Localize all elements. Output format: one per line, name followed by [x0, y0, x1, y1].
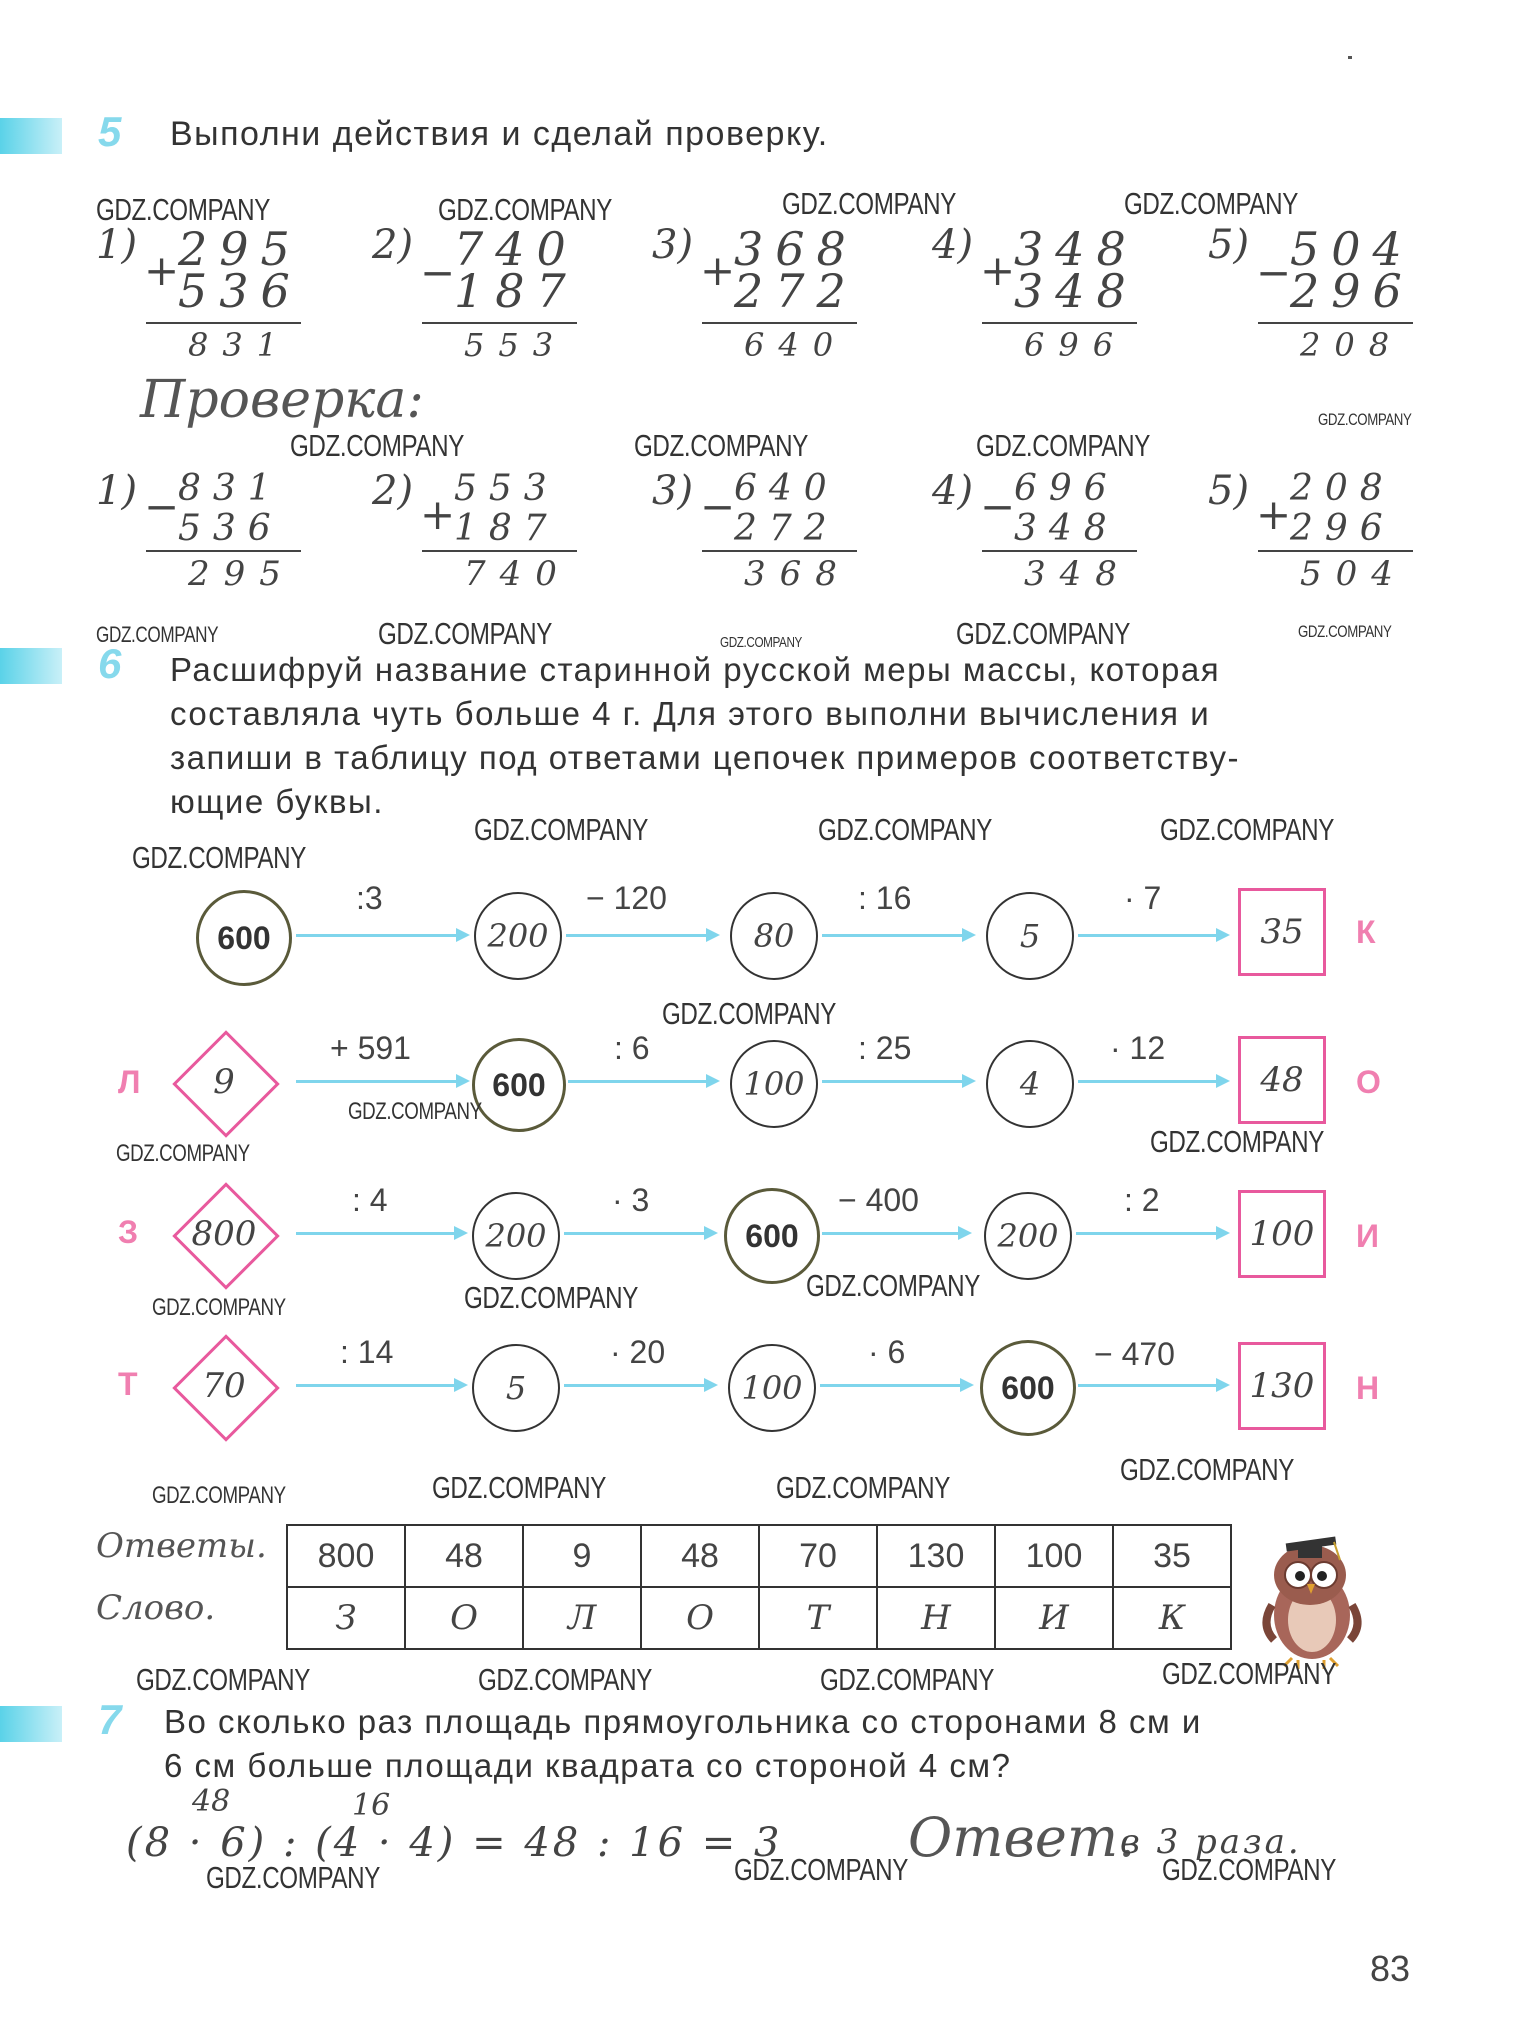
- word-cell: К: [1113, 1587, 1231, 1649]
- chain-circle: [728, 1344, 816, 1432]
- watermark: GDZ.COMPANY: [116, 1140, 250, 1167]
- chain-value: 200: [487, 917, 549, 955]
- word-cell: О: [641, 1587, 759, 1649]
- chain-letter: Т: [118, 1366, 138, 1402]
- watermark: GDZ.COMPANY: [956, 616, 1130, 651]
- word-cell: Т: [759, 1587, 877, 1649]
- chain-operation: · 12: [1110, 1030, 1166, 1066]
- chain-value: 100: [743, 1065, 805, 1103]
- chain-result-box: [1238, 888, 1326, 976]
- word-cell: О: [405, 1587, 523, 1649]
- calc-sign: −: [1256, 248, 1292, 297]
- check-operand-2: 187: [454, 508, 559, 549]
- chain-result-box: [1238, 1190, 1326, 1278]
- watermark: GDZ.COMPANY: [776, 1470, 950, 1505]
- chain-circle: [472, 1344, 560, 1432]
- chain-value: 9: [213, 1062, 235, 1102]
- chain-letter: З: [118, 1214, 139, 1250]
- chain-letter: Н: [1356, 1370, 1380, 1406]
- speck: [1348, 56, 1352, 59]
- chain-arrow: [822, 1080, 972, 1083]
- word-cell: З: [287, 1587, 405, 1649]
- chain-operation: · 6: [868, 1334, 906, 1370]
- check-result: 740: [464, 554, 571, 594]
- calc-label: 5): [1208, 222, 1250, 268]
- chain-start-diamond: [176, 1034, 272, 1130]
- owl-illustration: [1252, 1520, 1370, 1670]
- check-line: [1258, 550, 1413, 552]
- calc-line: [982, 322, 1137, 324]
- watermark: GDZ.COMPANY: [438, 192, 612, 227]
- watermark: GDZ.COMPANY: [96, 622, 219, 647]
- chain-value: 200: [997, 1217, 1059, 1255]
- chain-operation: − 400: [838, 1182, 919, 1218]
- word-cell: Н: [877, 1587, 995, 1649]
- chain-operation: : 14: [340, 1334, 394, 1370]
- chain-value: 800: [191, 1214, 257, 1254]
- solution-superscript: 48: [192, 1784, 231, 1819]
- chain-letter: К: [1356, 914, 1376, 950]
- chain-start-diamond: [176, 1186, 272, 1282]
- calc-line: [1258, 322, 1413, 324]
- check-operand-1: 696: [1014, 468, 1119, 509]
- chain-start-diamond: [176, 1338, 272, 1434]
- chain-operation: · 20: [610, 1334, 666, 1370]
- calc-operand-1: 295: [178, 222, 302, 276]
- word-cell: Л: [523, 1587, 641, 1649]
- task-text: ющие буквы.: [170, 783, 384, 820]
- check-title: Проверка:: [140, 370, 424, 430]
- chain-result: 48: [1260, 1060, 1304, 1100]
- chain-value: 5: [505, 1369, 527, 1407]
- calc-label: 1): [96, 222, 138, 268]
- chain-arrow: [822, 1232, 968, 1235]
- chain-circle: [986, 892, 1074, 980]
- watermark: GDZ.COMPANY: [720, 634, 802, 651]
- chain-operation: :3: [356, 880, 383, 916]
- calc-result: 640: [744, 326, 848, 364]
- chain-arrow: [296, 1232, 464, 1235]
- watermark: GDZ.COMPANY: [1160, 812, 1334, 847]
- chain-arrow: [568, 1080, 716, 1083]
- check-operand-2: 348: [1014, 508, 1119, 549]
- task-text: Во сколько раз площадь прямоугольника со сторонами 8 см и: [164, 1703, 1202, 1740]
- chain-arrow: [1078, 934, 1226, 937]
- chain-operation: : 4: [352, 1182, 388, 1218]
- chain-operation: : 6: [614, 1030, 650, 1066]
- calc-line: [422, 322, 577, 324]
- watermark: GDZ.COMPANY: [1162, 1852, 1336, 1887]
- chain-letter: О: [1356, 1064, 1381, 1100]
- check-operand-1: 553: [454, 468, 559, 509]
- calc-result: 696: [1024, 326, 1128, 364]
- calc-operand-1: 740: [454, 222, 578, 276]
- watermark: GDZ.COMPANY: [1124, 186, 1298, 221]
- answer-word: Ответ.: [908, 1806, 1136, 1869]
- check-operand-2: 536: [178, 508, 283, 549]
- task-text: Расшифруй название старинной русской меры массы, которая: [170, 651, 1221, 688]
- answers-row: [287, 1525, 1231, 1587]
- chain-value: 4: [1019, 1065, 1041, 1103]
- chain-result: 35: [1260, 912, 1304, 952]
- chain-operation: − 470: [1094, 1336, 1175, 1372]
- chain-circle: [986, 1040, 1074, 1128]
- chain-circle: [472, 1192, 560, 1280]
- watermark: GDZ.COMPANY: [136, 1662, 310, 1697]
- check-label: 3): [652, 468, 694, 514]
- watermark: GDZ.COMPANY: [290, 428, 464, 463]
- chain-result-box: [1238, 1342, 1326, 1430]
- chain-value: 100: [741, 1369, 803, 1407]
- chain-arrow: [296, 1080, 466, 1083]
- check-result: 295: [188, 554, 295, 594]
- watermark: GDZ.COMPANY: [132, 840, 306, 875]
- chain-arrow: [566, 934, 716, 937]
- calc-result: 831: [188, 326, 292, 364]
- chain-arrow: [296, 934, 466, 937]
- check-result: 504: [1300, 554, 1407, 594]
- check-line: [702, 550, 857, 552]
- watermark: GDZ.COMPANY: [806, 1268, 980, 1303]
- watermark: GDZ.COMPANY: [1120, 1452, 1294, 1487]
- chain-value: 70: [202, 1366, 246, 1406]
- check-label: 1): [96, 468, 138, 514]
- check-label: 5): [1208, 468, 1250, 514]
- watermark: GDZ.COMPANY: [782, 186, 956, 221]
- watermark: GDZ.COMPANY: [152, 1482, 286, 1509]
- watermark: GDZ.COMPANY: [1150, 1124, 1324, 1159]
- chain-operation: : 25: [858, 1030, 912, 1066]
- calc-label: 3): [652, 222, 694, 268]
- answers-label: Ответы.: [96, 1526, 267, 1566]
- answer-cell: 70: [759, 1525, 877, 1587]
- calc-result: 208: [1300, 326, 1404, 364]
- check-line: [982, 550, 1137, 552]
- task-text: составляла чуть больше 4 г. Для этого выполни вычисления и: [170, 695, 1211, 732]
- task-number: 6: [98, 640, 122, 687]
- chain-value: 80: [753, 917, 795, 955]
- task-number: 5: [98, 108, 122, 155]
- chain-arrow: [1076, 1232, 1226, 1235]
- watermark: GDZ.COMPANY: [662, 996, 836, 1031]
- calc-sign: +: [700, 246, 736, 295]
- chain-operation: : 16: [858, 880, 912, 916]
- watermark: GDZ.COMPANY: [634, 428, 808, 463]
- chain-result-box: [1238, 1036, 1326, 1124]
- watermark: GDZ.COMPANY: [474, 812, 648, 847]
- chain-letter: И: [1356, 1218, 1379, 1254]
- answer-cell: 48: [641, 1525, 759, 1587]
- calc-line: [146, 322, 301, 324]
- calc-sign: −: [420, 248, 456, 297]
- calc-sign: +: [980, 246, 1016, 295]
- calc-sign: +: [144, 246, 180, 295]
- chain-result: 100: [1249, 1214, 1315, 1254]
- chain-value: 600: [492, 1066, 546, 1103]
- chain-circle: [984, 1192, 1072, 1280]
- solution-superscript: 16: [352, 1788, 391, 1823]
- chain-result: 130: [1249, 1366, 1315, 1406]
- calc-operand-1: 504: [1290, 222, 1414, 276]
- answer-cell: 800: [287, 1525, 405, 1587]
- calc-operand-2: 348: [1014, 264, 1138, 318]
- watermark: GDZ.COMPANY: [976, 428, 1150, 463]
- chain-arrow: [822, 934, 972, 937]
- calc-operand-1: 368: [734, 222, 858, 276]
- calc-label: 4): [932, 222, 974, 268]
- calc-operand-2: 296: [1290, 264, 1414, 318]
- task-tab: [0, 118, 62, 154]
- chain-letter: Л: [118, 1064, 141, 1100]
- check-line: [146, 550, 301, 552]
- chain-circle: [474, 892, 562, 980]
- check-sign: +: [420, 490, 456, 539]
- chain-value: 600: [745, 1217, 799, 1254]
- watermark: GDZ.COMPANY: [378, 616, 552, 651]
- calc-operand-2: 272: [734, 264, 858, 318]
- check-sign: −: [700, 482, 736, 531]
- check-label: 4): [932, 468, 974, 514]
- check-label: 2): [372, 468, 414, 514]
- watermark: GDZ.COMPANY: [432, 1470, 606, 1505]
- chain-value: 600: [1001, 1369, 1055, 1406]
- page-number: 83: [1370, 1948, 1411, 1989]
- watermark: GDZ.COMPANY: [96, 192, 270, 227]
- task-tab: [0, 1706, 62, 1742]
- task-tab: [0, 648, 62, 684]
- check-operand-2: 296: [1290, 508, 1395, 549]
- chain-value: 5: [1019, 917, 1041, 955]
- task-text: запиши в таблицу под ответами цепочек примеров соответству-: [170, 739, 1240, 776]
- calc-operand-1: 348: [1014, 222, 1138, 276]
- task-number: 7: [98, 1696, 122, 1743]
- calc-operand-2: 187: [454, 264, 578, 318]
- chain-operation: : 2: [1124, 1182, 1160, 1218]
- calc-result: 553: [464, 326, 568, 364]
- check-result: 348: [1024, 554, 1131, 594]
- calc-operand-2: 536: [178, 264, 302, 318]
- check-sign: +: [1256, 490, 1292, 539]
- watermark: GDZ.COMPANY: [1162, 1656, 1336, 1691]
- watermark: GDZ.COMPANY: [152, 1294, 286, 1321]
- chain-circle: [730, 892, 818, 980]
- chain-arrow: [564, 1232, 714, 1235]
- check-operand-1: 831: [178, 468, 283, 509]
- chain-arrow: [820, 1384, 970, 1387]
- chain-value: 200: [485, 1217, 547, 1255]
- task-text: 6 см больше площади квадрата со стороной 4 см?: [164, 1747, 1012, 1784]
- chain-arrow: [296, 1384, 464, 1387]
- watermark: GDZ.COMPANY: [206, 1860, 380, 1895]
- answer-cell: 9: [523, 1525, 641, 1587]
- solution-expression: (8 · 6) : (4 · 4) = 48 : 16 = 3: [126, 1820, 783, 1866]
- watermark: GDZ.COMPANY: [478, 1662, 652, 1697]
- answer-cell: 48: [405, 1525, 523, 1587]
- calc-line: [702, 322, 857, 324]
- answer-cell: 35: [1113, 1525, 1231, 1587]
- word-row: [287, 1587, 1231, 1649]
- task-text: Выполни действия и сделай проверку.: [170, 115, 829, 153]
- calc-label: 2): [372, 222, 414, 268]
- watermark: GDZ.COMPANY: [1298, 622, 1392, 641]
- check-operand-1: 208: [1290, 468, 1395, 509]
- chain-circle: [980, 1340, 1076, 1436]
- check-operand-2: 272: [734, 508, 839, 549]
- chain-arrow: [1078, 1080, 1226, 1083]
- answer-text: в 3 раза.: [1120, 1822, 1302, 1862]
- watermark: GDZ.COMPANY: [348, 1098, 482, 1125]
- answer-table: [286, 1524, 1232, 1650]
- word-label: Слово.: [96, 1588, 216, 1628]
- word-cell: И: [995, 1587, 1113, 1649]
- chain-operation: − 120: [586, 880, 667, 916]
- chain-arrow: [564, 1384, 714, 1387]
- watermark: GDZ.COMPANY: [734, 1852, 908, 1887]
- check-sign: −: [144, 482, 180, 531]
- check-operand-1: 640: [734, 468, 839, 509]
- chain-operation: · 3: [612, 1182, 650, 1218]
- answer-cell: 130: [877, 1525, 995, 1587]
- chain-operation: · 7: [1124, 880, 1162, 916]
- watermark: GDZ.COMPANY: [820, 1662, 994, 1697]
- watermark: GDZ.COMPANY: [818, 812, 992, 847]
- chain-value: 600: [217, 919, 271, 956]
- chain-arrow: [1078, 1384, 1226, 1387]
- check-sign: −: [980, 482, 1016, 531]
- watermark: GDZ.COMPANY: [464, 1280, 638, 1315]
- watermark: GDZ.COMPANY: [1318, 410, 1412, 429]
- check-result: 368: [744, 554, 851, 594]
- chain-start-circle: [196, 890, 292, 986]
- answer-cell: 100: [995, 1525, 1113, 1587]
- chain-operation: + 591: [330, 1030, 411, 1066]
- check-line: [422, 550, 577, 552]
- chain-circle: [472, 1038, 566, 1132]
- chain-circle: [730, 1040, 818, 1128]
